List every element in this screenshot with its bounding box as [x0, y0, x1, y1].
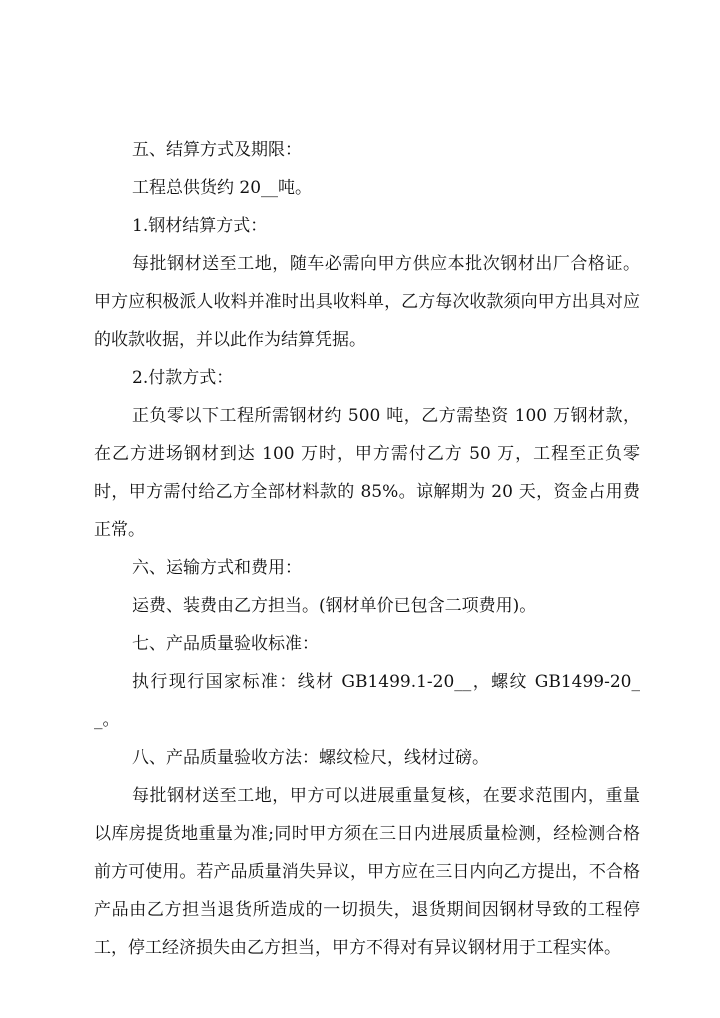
section-7-heading: 七、产品质量验收标准： [132, 634, 319, 654]
payment-method-heading: 2.付款方式： [132, 368, 234, 388]
section-8-heading: 八、产品质量验收方法：螺纹检尺，线材过磅。 [132, 748, 489, 768]
section-6-heading: 六、运输方式和费用： [132, 558, 302, 578]
transport-cost-text: 运费、装费由乙方担当。(钢材单价已包含二项费用)。 [132, 596, 537, 616]
quality-inspection-paragraph: 每批钢材送至工地，甲方可以进展重量复核，在要求范围内，重量以库房提货地重量为准;同时甲方须在三日内进展质量检测，经检测合格前方可使用。若产品质量消失异议，甲方应在三日内向乙方提出，不合格产品由乙方担当退货所造成的一切损失，退货期间因钢材导致的工程停工，停工经济损失由乙方担当，甲方不得对有异议钢材用于工程实体。 [94, 786, 640, 958]
steel-settlement-paragraph: 每批钢材送至工地，随车必需向甲方供应本批次钢材出厂合格证。甲方应积极派人收料并准时出具收料单，乙方每次收款须向甲方出具对应的收款收据，并以此作为结算凭据。 [94, 254, 640, 350]
quality-standard-text: 执行现行国家标准：线材 GB1499.1-20__，螺纹 GB1499-20__。 [94, 672, 640, 730]
total-supply-text: 工程总供货约 20__吨。 [132, 178, 313, 198]
section-5-heading: 五、结算方式及期限： [132, 140, 302, 160]
payment-method-paragraph: 正负零以下工程所需钢材约 500 吨，乙方需垫资 100 万钢材款，在乙方进场钢材到达 100 万时，甲方需付乙方 50 万，工程至正负零时，甲方需付给乙方全部材料款的 85%。谅解期为 20 天，资金占用费正常。 [94, 406, 640, 540]
steel-settlement-heading: 1.钢材结算方式： [132, 216, 268, 236]
document-body [94, 131, 640, 967]
